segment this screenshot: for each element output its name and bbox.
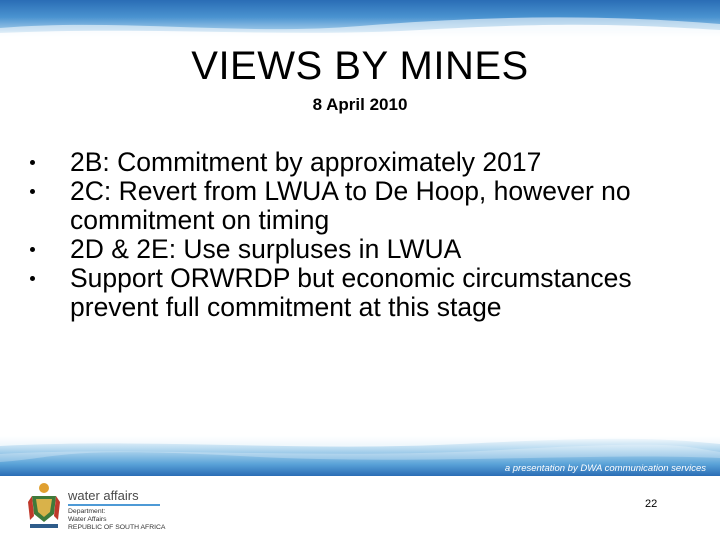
top-banner xyxy=(0,0,720,38)
bullet-dot-icon xyxy=(30,160,35,165)
coat-of-arms-icon xyxy=(24,480,64,530)
bullet-dot-icon xyxy=(30,189,35,194)
bullet-item xyxy=(24,148,684,177)
bullet-item xyxy=(24,235,684,264)
slide-title: VIEWS BY MINES xyxy=(191,44,529,88)
bullet-dot-icon xyxy=(30,276,35,281)
logo-line-name: Water Affairs xyxy=(68,516,107,523)
bullet-list xyxy=(24,148,684,322)
bullet-dot-icon xyxy=(30,247,35,252)
wave-decoration xyxy=(0,0,720,38)
logo-line-department: Department: xyxy=(68,508,106,515)
bullet-text: 2B: Commitment by approximately 2017 xyxy=(70,147,542,177)
presentation-credit: a presentation by DWA communication services xyxy=(504,463,706,474)
department-logo xyxy=(24,480,194,532)
bullet-text: 2C: Revert from LWUA to De Hoop, however no commitment on timing xyxy=(70,176,631,235)
logo-line-country: REPUBLIC OF SOUTH AFRICA xyxy=(68,524,166,531)
logo-brand: water affairs xyxy=(68,488,139,503)
logo-divider xyxy=(68,504,160,506)
bullet-item xyxy=(24,264,684,322)
slide-subtitle: 8 April 2010 xyxy=(312,95,408,114)
bullet-item xyxy=(24,177,684,235)
bullet-text: Support ORWRDP but economic circumstances prevent full commitment at this stage xyxy=(70,263,632,322)
bullet-text: 2D & 2E: Use surpluses in LWUA xyxy=(70,234,462,264)
page-number: 22 xyxy=(645,498,658,510)
